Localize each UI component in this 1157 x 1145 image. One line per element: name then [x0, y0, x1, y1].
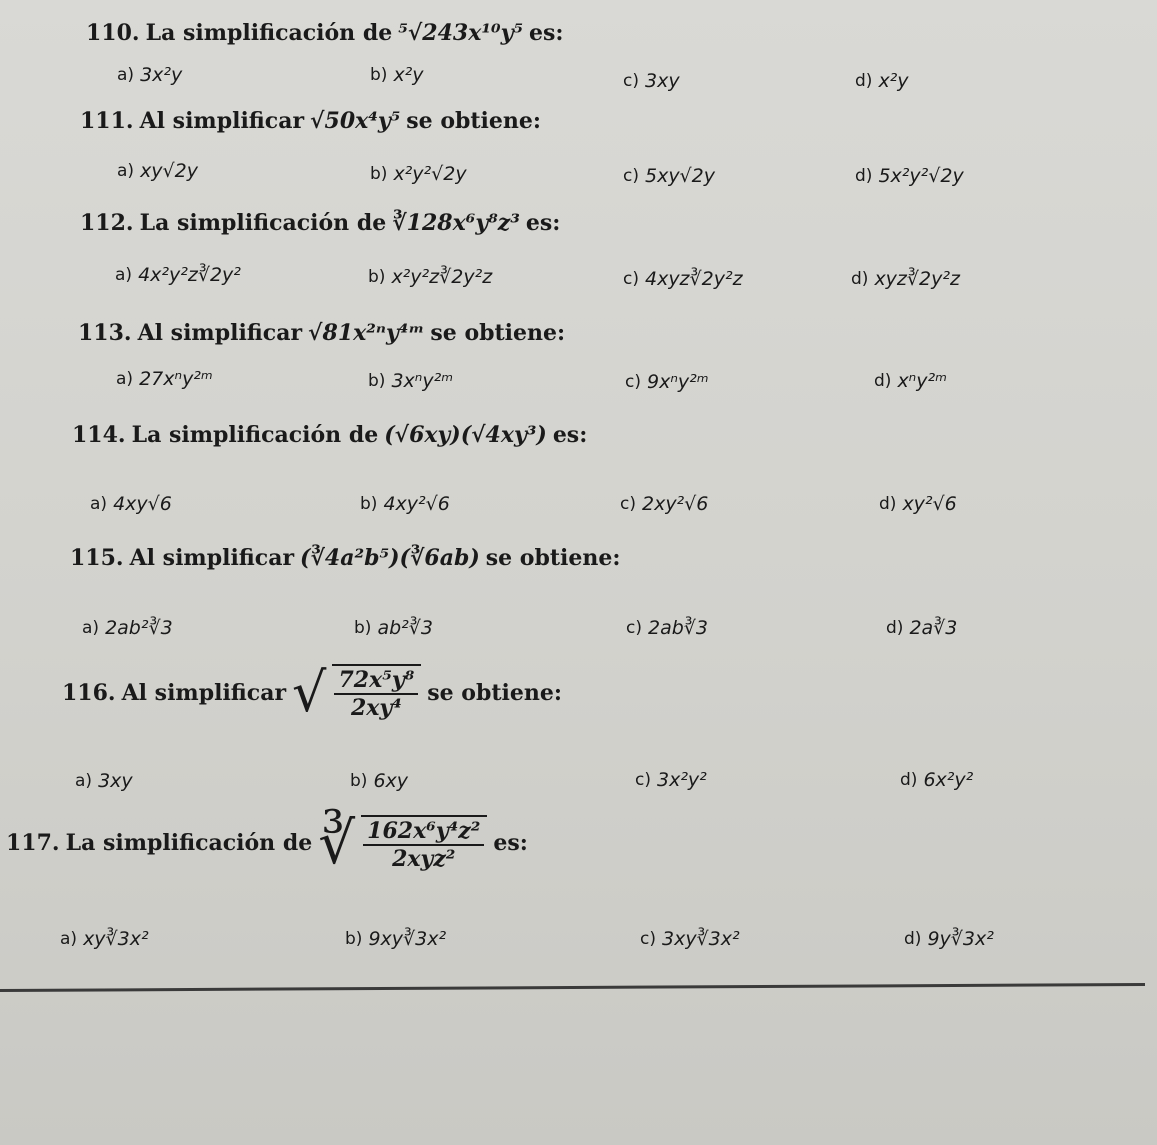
option-letter: d) — [900, 770, 918, 790]
option-letter: b) — [360, 494, 378, 514]
option-value: 2xy²√6 — [641, 493, 709, 515]
option-value: x²y — [878, 70, 909, 92]
question-text: Al simplificar — [121, 679, 287, 706]
option-letter: b) — [368, 267, 386, 287]
option-114-a[interactable] — [90, 493, 172, 515]
option-letter: d) — [874, 371, 892, 391]
option-value: 4xyz∛2y²z — [644, 268, 743, 290]
option-117-c[interactable] — [640, 928, 740, 950]
option-110-c[interactable] — [623, 70, 680, 92]
option-value: 3xy∛3x² — [661, 928, 740, 950]
option-111-d[interactable] — [855, 165, 964, 187]
option-112-b[interactable] — [368, 266, 492, 288]
fraction-denominator: 2xy⁴ — [350, 695, 402, 721]
option-letter: b) — [370, 65, 388, 85]
option-value: ab²∛3 — [377, 617, 433, 639]
question-number: 113. — [78, 320, 132, 346]
question-expression: ⁵√243x¹⁰y⁵ — [398, 20, 524, 46]
option-value: xyz∛2y²z — [874, 268, 960, 290]
question-expression: (√6xy)(√4xy³) — [384, 422, 547, 448]
option-letter: c) — [625, 372, 641, 392]
option-letter: b) — [354, 618, 372, 638]
question-112 — [80, 210, 560, 236]
option-value: x²y²z∛2y²z — [391, 266, 493, 288]
option-letter: a) — [115, 265, 133, 285]
option-value: xⁿy²ᵐ — [897, 370, 947, 392]
option-value: 2ab²∛3 — [105, 617, 173, 639]
option-value: 9xⁿy²ᵐ — [646, 371, 709, 393]
option-value: 5x²y²√2y — [878, 165, 964, 187]
option-113-a[interactable] — [116, 368, 213, 390]
question-suffix: se obtiene: — [427, 679, 562, 706]
option-letter: c) — [623, 71, 639, 91]
option-letter: a) — [82, 618, 100, 638]
option-117-a[interactable] — [60, 928, 149, 950]
fraction-numerator: 72x⁵y⁸ — [334, 667, 418, 695]
option-110-b[interactable] — [370, 64, 424, 86]
option-114-c[interactable] — [620, 493, 708, 515]
option-value: 3x²y² — [656, 769, 707, 791]
question-number: 117. — [6, 830, 60, 856]
option-value: 2ab∛3 — [647, 617, 708, 639]
option-letter: a) — [117, 65, 135, 85]
question-number: 116. — [62, 679, 116, 706]
fraction — [334, 667, 418, 721]
option-111-a[interactable] — [117, 160, 198, 182]
option-letter: c) — [626, 618, 642, 638]
option-value: x²y²√2y — [393, 163, 467, 185]
option-value: 27xⁿy²ᵐ — [139, 368, 213, 390]
page-divider — [0, 983, 1145, 992]
option-113-c[interactable] — [625, 371, 709, 393]
question-number: 110. — [86, 20, 140, 46]
question-110 — [86, 20, 564, 46]
option-value: 9y∛3x² — [927, 928, 994, 950]
option-116-d[interactable] — [900, 769, 973, 791]
option-113-d[interactable] — [874, 370, 947, 392]
question-116 — [62, 660, 562, 724]
option-115-a[interactable] — [82, 617, 173, 639]
option-117-b[interactable] — [345, 928, 446, 950]
option-117-d[interactable] — [904, 928, 994, 950]
option-value: 3xⁿy²ᵐ — [391, 370, 454, 392]
question-expression: √81x²ⁿy⁴ᵐ — [308, 320, 425, 346]
option-116-b[interactable] — [350, 770, 408, 792]
question-113 — [78, 320, 565, 346]
radical-sign-icon: √ — [292, 660, 327, 724]
option-value: 6xy — [373, 770, 409, 792]
option-letter: a) — [117, 161, 135, 181]
question-text: Al simplificar — [139, 108, 305, 134]
option-letter: c) — [635, 770, 651, 790]
option-value: xy√2y — [140, 160, 198, 182]
option-value: 4xy²√6 — [383, 493, 450, 515]
option-113-b[interactable] — [368, 370, 453, 392]
question-suffix: es: — [552, 422, 588, 448]
option-letter: b) — [350, 771, 368, 791]
question-expression — [361, 815, 487, 872]
option-115-d[interactable] — [886, 617, 957, 639]
option-letter: d) — [855, 166, 873, 186]
option-value: 4xy√6 — [113, 493, 172, 515]
option-112-c[interactable] — [623, 268, 743, 290]
question-text: La simplificación de — [145, 20, 393, 46]
option-111-c[interactable] — [623, 165, 715, 187]
question-number: 112. — [80, 210, 134, 236]
question-expression: √50x⁴y⁵ — [310, 108, 401, 134]
cube-root-sign-icon: ∛ — [318, 809, 356, 877]
question-suffix: se obtiene: — [430, 320, 566, 346]
question-text: Al simplificar — [129, 545, 295, 571]
option-value: x²y — [393, 64, 424, 86]
option-value: 5xy√2y — [644, 165, 716, 187]
option-letter: c) — [620, 494, 636, 514]
question-111 — [80, 108, 541, 134]
option-letter: a) — [116, 369, 134, 389]
option-value: 9xy∛3x² — [368, 928, 447, 950]
question-suffix: se obtiene: — [406, 108, 542, 134]
option-116-a[interactable] — [75, 770, 133, 792]
question-117 — [6, 809, 528, 877]
option-letter: c) — [640, 929, 656, 949]
option-letter: d) — [886, 618, 904, 638]
option-value: 3xy — [98, 770, 133, 792]
fraction-denominator: 2xyz² — [392, 845, 456, 872]
option-letter: c) — [623, 166, 639, 186]
question-number: 111. — [80, 108, 134, 134]
option-letter: c) — [623, 269, 639, 289]
option-110-a[interactable] — [117, 64, 182, 86]
option-letter: a) — [60, 929, 78, 949]
option-value: 3x²y — [140, 64, 183, 86]
question-suffix: es: — [525, 210, 561, 236]
option-115-c[interactable] — [626, 617, 708, 639]
option-value: xy²√6 — [902, 493, 957, 515]
option-value: 4x²y²z∛2y² — [138, 264, 241, 286]
question-number: 114. — [72, 422, 126, 448]
option-114-b[interactable] — [360, 493, 450, 515]
question-number: 115. — [70, 545, 124, 571]
option-112-a[interactable] — [115, 264, 241, 286]
option-116-c[interactable] — [635, 769, 707, 791]
option-value: 2a∛3 — [909, 617, 958, 639]
question-suffix: es: — [529, 20, 564, 46]
option-letter: d) — [851, 269, 869, 289]
option-115-b[interactable] — [354, 617, 433, 639]
option-letter: b) — [345, 929, 363, 949]
question-114 — [72, 422, 587, 448]
option-value: 3xy — [644, 70, 680, 92]
fraction-numerator: 162x⁶y⁴z² — [363, 818, 484, 846]
option-letter: b) — [368, 371, 386, 391]
question-expression: ∛128x⁶y⁸z³ — [392, 210, 520, 236]
question-suffix: se obtiene: — [485, 545, 621, 571]
option-114-d[interactable] — [879, 493, 957, 515]
question-115 — [70, 545, 621, 571]
option-letter: a) — [75, 771, 93, 791]
question-suffix: es: — [493, 830, 528, 856]
option-112-d[interactable] — [851, 268, 960, 290]
option-letter: d) — [904, 929, 922, 949]
question-expression: (∛4a²b⁵)(∛6ab) — [300, 545, 480, 571]
question-expression — [332, 664, 421, 721]
option-110-d[interactable] — [855, 70, 909, 92]
option-111-b[interactable] — [370, 163, 467, 185]
fraction — [363, 818, 484, 872]
question-text: La simplificación de — [65, 830, 313, 856]
question-text: La simplificación de — [139, 210, 387, 236]
option-value: 6x²y² — [923, 769, 974, 791]
question-text: La simplificación de — [131, 422, 379, 448]
option-letter: d) — [855, 71, 873, 91]
option-letter: d) — [879, 494, 897, 514]
option-letter: a) — [90, 494, 108, 514]
option-value: xy∛3x² — [83, 928, 149, 950]
option-letter: b) — [370, 164, 388, 184]
question-text: Al simplificar — [137, 320, 303, 346]
